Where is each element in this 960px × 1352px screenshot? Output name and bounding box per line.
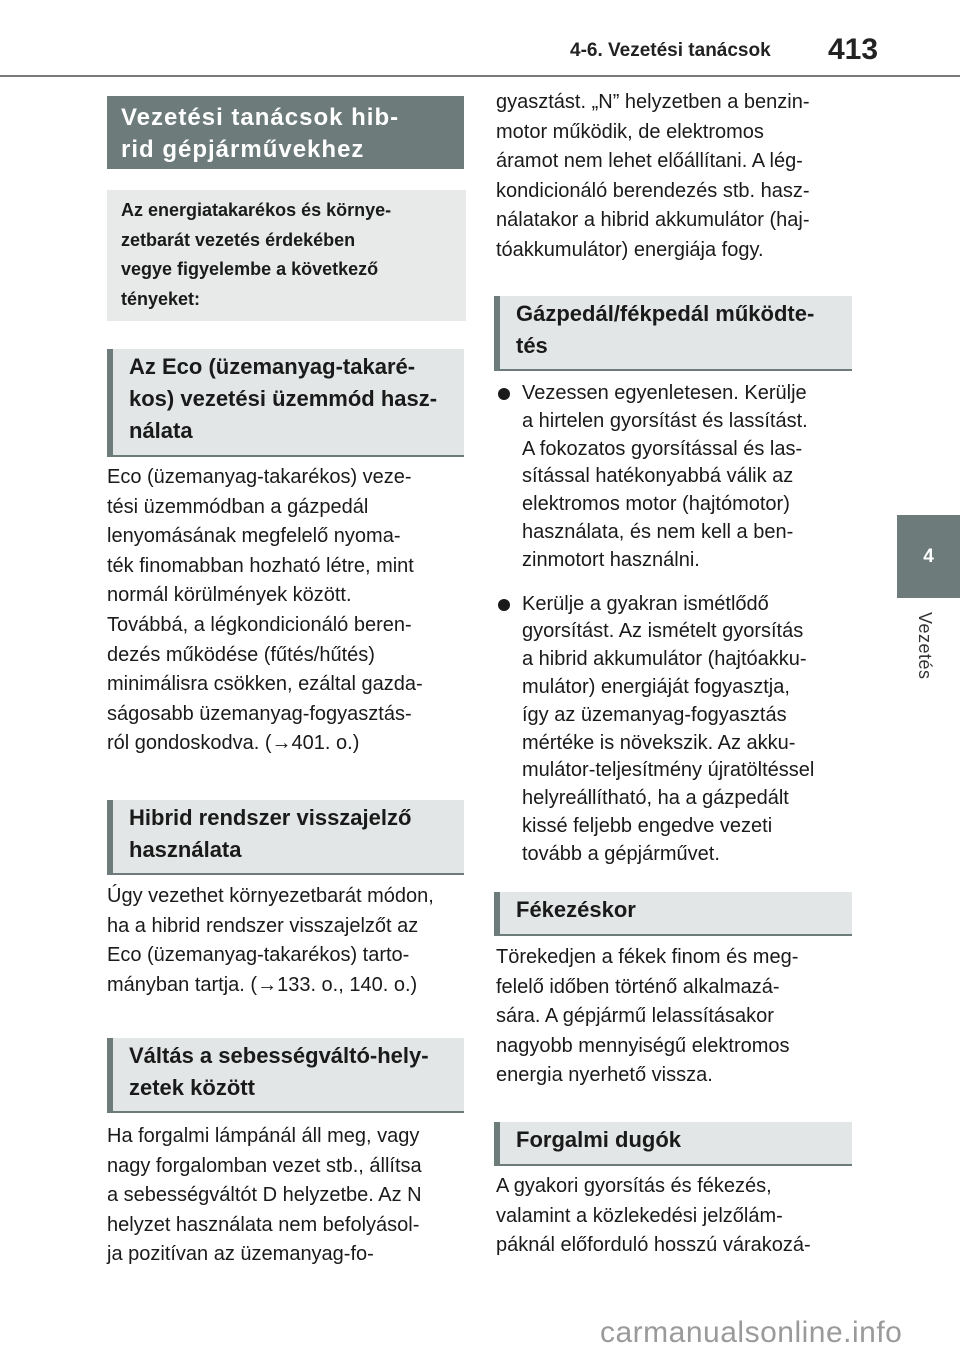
gear-shift-text-continued: gyasztást. „N” helyzetben a benzin- motor működik, de elektromos áramot nem lehet előállítani. A lég- kondicionáló berendezés stb. hasz- nálatakor a hibrid akkumulátor (haj- tóakkumulátor) energiája fogy. bbox=[496, 91, 810, 261]
intro-box: Az energiatakarékos és környe- zetbarát vezetés érdekében vegye figyelembe a következő tényeket: bbox=[107, 190, 466, 321]
running-header-section: 4-6. Vezetési tanácsok bbox=[570, 40, 771, 61]
traffic-jams-text: A gyakori gyorsítás és fékezés, valamint a közlekedési jelzőlám- páknál előforduló hosszú várakozá- bbox=[496, 1175, 811, 1257]
subhead-hybrid-indicator: Hibrid rendszer visszajelző használata bbox=[107, 800, 464, 875]
bullet-icon bbox=[498, 388, 510, 400]
subhead-pedal-operation: Gázpedál/fékpedál működte- tés bbox=[494, 296, 852, 371]
page-title: Vezetési tanácsok hib- rid gépjárművekhez bbox=[107, 96, 464, 169]
chapter-tab[interactable] bbox=[897, 515, 960, 598]
pedal-bullet-list bbox=[496, 380, 856, 885]
chapter-tab-number: 4 bbox=[923, 545, 934, 567]
bullet-icon bbox=[498, 599, 510, 611]
header-divider bbox=[0, 75, 960, 77]
chapter-tab-label: Vezetés bbox=[915, 612, 935, 680]
subhead-braking: Fékezéskor bbox=[494, 892, 852, 936]
gear-shift-text: Ha forgalmi lámpánál áll meg, vagy nagy forgalomban vezet stb., állítsa a sebességváltót D helyzetbe. Az N helyzet használata nem befolyásol- ja pozitívan az üzemanyag-fo- bbox=[107, 1125, 422, 1266]
watermark: carmanualsonline.info bbox=[600, 1316, 903, 1349]
page-number: 413 bbox=[828, 33, 879, 66]
braking-text: Törekedjen a fékek finom és meg- felelő időben történő alkalmazá- sára. A gépjármű lelassításakor nagyobb mennyiségű elektromos energia nyerhető vissza. bbox=[496, 946, 799, 1087]
list-item bbox=[496, 591, 856, 869]
list-item bbox=[496, 380, 856, 575]
subhead-eco-mode: Az Eco (üzemanyag-takaré- kos) vezetési üzemmód hasz- nálata bbox=[107, 349, 464, 457]
subhead-gear-shift: Váltás a sebességváltó-hely- zetek között bbox=[107, 1038, 464, 1113]
eco-mode-text: Eco (üzemanyag-takarékos) veze- tési üzemmódban a gázpedál lenyomásának megfelelő nyoma- ték finomabban hozható létre, mint normál körülmények között. Továbbá, a légkondicionáló beren- dezés működése (fűtés/hűtés) minimálisra csökken, ezáltal gazda- ságosabb üzemanyag-fogyasztás- ról gondoskodva. (→401. o.) bbox=[107, 466, 423, 755]
bullet-text: Kerülje a gyakran ismétlődő gyorsítást. Az ismételt gyorsítás a hibrid akkumulátor (hajtóakku- mulátor) energiáját fogyasztja, így az üzemanyag-fogyasztás mértéke is növekszik. Az akku- mulátor-teljesítmény újratöltéssel helyreállítható, ha a gázpedált kissé feljebb engedve vezeti tovább a gépjárművet. bbox=[522, 592, 815, 865]
hybrid-indicator-text: Úgy vezethet környezetbarát módon, ha a hibrid rendszer visszajelzőt az Eco (üzemanyag-takarékos) tarto- mányban tartja. (→133. o., 140. o.) bbox=[107, 885, 434, 996]
bullet-text: Vezessen egyenletesen. Kerülje a hirtelen gyorsítást és lassítást. A fokozatos gyorsítással és las- sítással hatékonyabbá válik az elektromos motor (hajtómotor) használata, és nem kell a ben- zinmotort használni. bbox=[522, 382, 808, 571]
subhead-traffic-jams: Forgalmi dugók bbox=[494, 1122, 852, 1166]
